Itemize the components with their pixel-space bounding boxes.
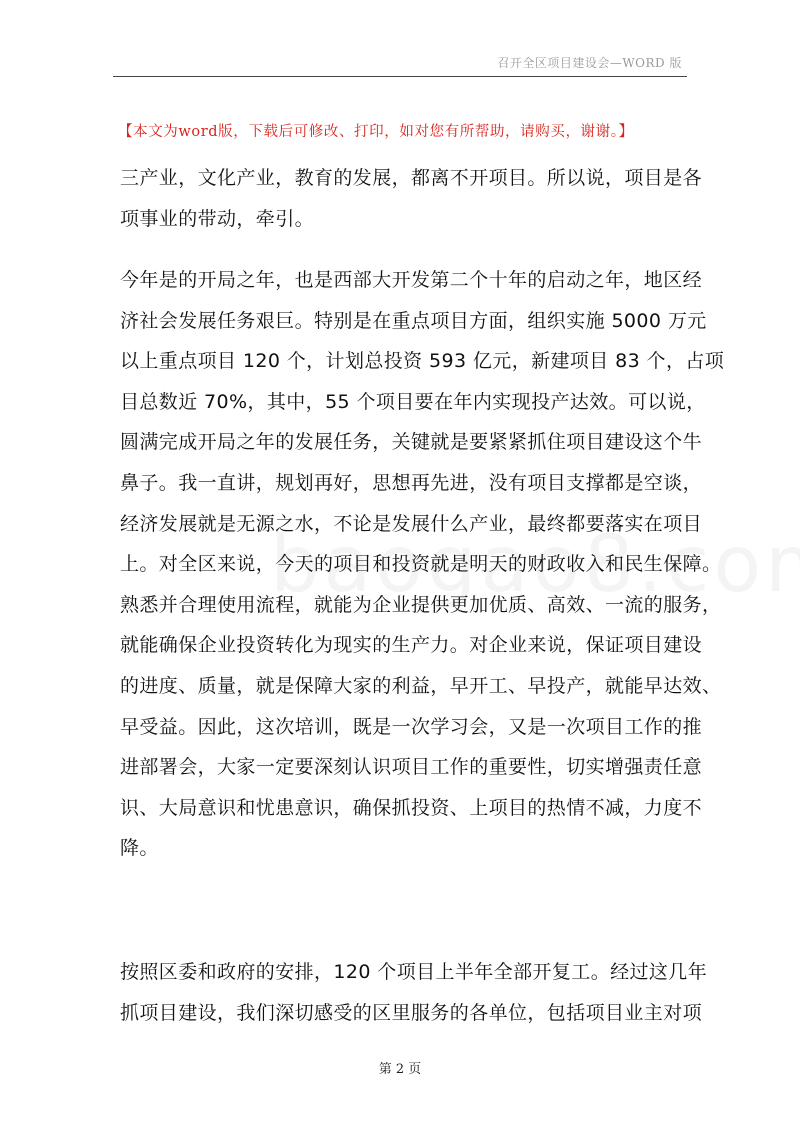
text-line: 经济发展就是无源之水，不论是发展什么产业，最终都要落实在项目 [120,512,703,535]
text-line: 圆满完成开局之年的发展任务，关键就是要紧紧抓住项目建设这个牛 [120,431,703,454]
text-line: 以上重点项目 120 个，计划总投资 593 亿元，新建项目 83 个，占项 [120,350,725,373]
purchase-notice: 【本文为word版，下载后可修改、打印，如对您有所帮助，请购买，谢谢。】 [118,124,634,140]
text-line: 进部署会，大家一定要深刻认识项目工作的重要性，切实增强责任意 [120,756,703,779]
text-line: 项事业的带动，牵引。 [120,207,315,230]
text-line: 目总数近 70%，其中，55 个项目要在年内实现投产达效。可以说， [120,390,706,413]
text-line: 的进度、质量，就是保障大家的利益，早开工、早投产，就能早达效、 [120,674,722,697]
text-line: 按照区委和政府的安排，120 个项目上半年全部开复工。经过这几年 [120,961,708,983]
text-line: 降。 [120,837,159,860]
paragraph-1 [120,158,703,239]
text-line: 上。对全区来说，今天的项目和投资就是明天的财政收入和民生保障。 [120,553,722,576]
text-line: 三产业，文化产业，教育的发展，都离不开项目。所以说，项目是各 [120,167,703,189]
text-line: 鼻子。我一直讲，规划再好，思想再先进，没有项目支撑都是空谈， [120,471,703,494]
text-line: 识、大局意识和忧患意识，确保抓投资、上项目的热情不减，力度不 [120,796,703,819]
text-line: 就能确保企业投资转化为现实的生产力。对企业来说，保证项目建设 [120,634,703,657]
text-line: 抓项目建设，我们深切感受的区里服务的各单位，包括项目业主对项 [120,1001,703,1024]
text-line: 济社会发展任务艰巨。特别是在重点项目方面，组织实施 5000 万元 [120,309,707,332]
text-line: 熟悉并合理使用流程，就能为企业提供更加优质、高效、一流的服务， [120,593,722,616]
text-line: 今年是的开局之年，也是西部大开发第二个十年的启动之年，地区经 [120,269,703,291]
text-line: 早受益。因此，这次培训，既是一次学习会，又是一次项目工作的推 [120,715,703,738]
header-title: 召开全区项目建设会—WORD 版 [497,56,682,70]
header-rule [113,76,687,77]
paragraph-3 [120,952,708,1033]
paragraph-2 [120,260,725,869]
page-number: 第 2 页 [378,1062,422,1077]
